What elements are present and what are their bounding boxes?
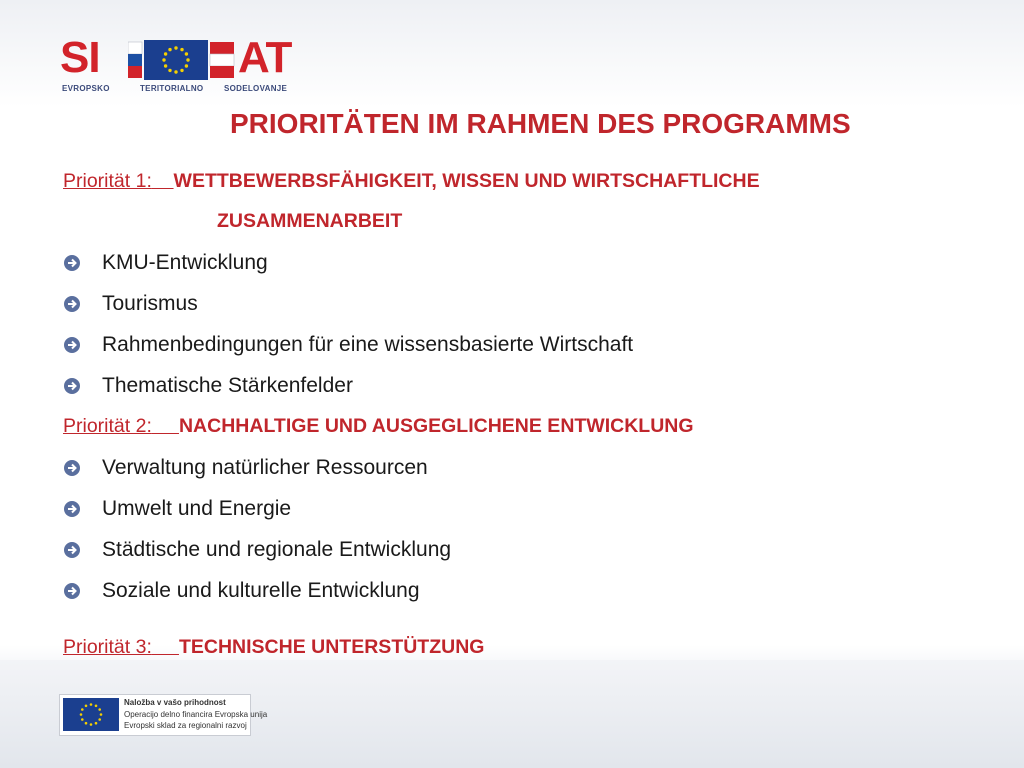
list-item — [63, 371, 353, 401]
list-item — [63, 248, 268, 278]
eu-flag-icon — [63, 698, 119, 731]
list-item-text: Rahmenbedingungen für eine wissensbasierte Wirtschaft — [102, 333, 634, 356]
list-item — [63, 289, 198, 319]
arrow-circle-icon — [63, 336, 81, 354]
eu-funding-badge — [59, 694, 268, 736]
list-item — [63, 535, 451, 565]
list-item-text: Soziale und kulturelle Entwicklung — [102, 579, 420, 602]
siat-logo — [58, 33, 308, 100]
arrow-circle-icon — [63, 377, 81, 395]
arrow-circle-icon — [63, 541, 81, 559]
priority-1-heading-cont — [217, 210, 402, 233]
arrow-circle-icon — [63, 295, 81, 313]
logo-flag-emblem — [128, 40, 236, 80]
list-item — [63, 330, 633, 360]
logo-subtitle-3: SODELOVANJE — [224, 84, 288, 93]
priority-2-heading: NACHHALTIGE UND AUSGEGLICHENE ENTWICKLUNG — [178, 415, 694, 437]
list-item-text: Tourismus — [102, 292, 198, 315]
logo-subtitle-2: TERITORIALNO — [140, 84, 204, 93]
priority-3-heading: TECHNISCHE UNTERSTÜTZUNG — [178, 636, 485, 658]
priority-1-label: Priorität 1: — [63, 170, 152, 192]
list-item-text: Umwelt und Energie — [102, 497, 292, 520]
logo-text-right: AT — [238, 33, 292, 82]
list-item-text: Städtische und regionale Entwicklung — [102, 538, 452, 561]
badge-line-1: Naložba v vašo prihodnost — [124, 698, 226, 707]
priority-3-label: Priorität 3: — [63, 636, 152, 658]
list-item — [63, 453, 428, 483]
priority-1-heading-line2: ZUSAMMENARBEIT — [217, 210, 403, 232]
arrow-circle-icon — [63, 254, 81, 272]
priority-3-row — [63, 636, 484, 659]
slide-title: PRIORITÄTEN IM RAHMEN DES PROGRAMMS — [230, 108, 851, 139]
priority-1-heading: WETTBEWERBSFÄHIGKEIT, WISSEN UND WIRTSCHAFTLICHE — [173, 170, 760, 192]
list-item — [63, 576, 420, 606]
logo-subtitle-1: EVROPSKO — [62, 84, 110, 93]
priority-1-row — [63, 170, 760, 193]
arrow-circle-icon — [63, 500, 81, 518]
arrow-circle-icon — [63, 582, 81, 600]
badge-line-3: Evropski sklad za regionalni razvoj — [124, 721, 247, 730]
list-item — [63, 494, 291, 524]
list-item-text: KMU-Entwicklung — [102, 251, 268, 274]
logo-text-left: SI — [60, 33, 100, 82]
priority-2-row — [63, 415, 694, 438]
list-item-text: Thematische Stärkenfelder — [102, 374, 353, 397]
badge-line-2: Operacijo delno financira Evropska unija — [124, 710, 268, 719]
arrow-circle-icon — [63, 459, 81, 477]
priority-2-label: Priorität 2: — [63, 415, 152, 437]
list-item-text: Verwaltung natürlicher Ressourcen — [102, 456, 428, 479]
